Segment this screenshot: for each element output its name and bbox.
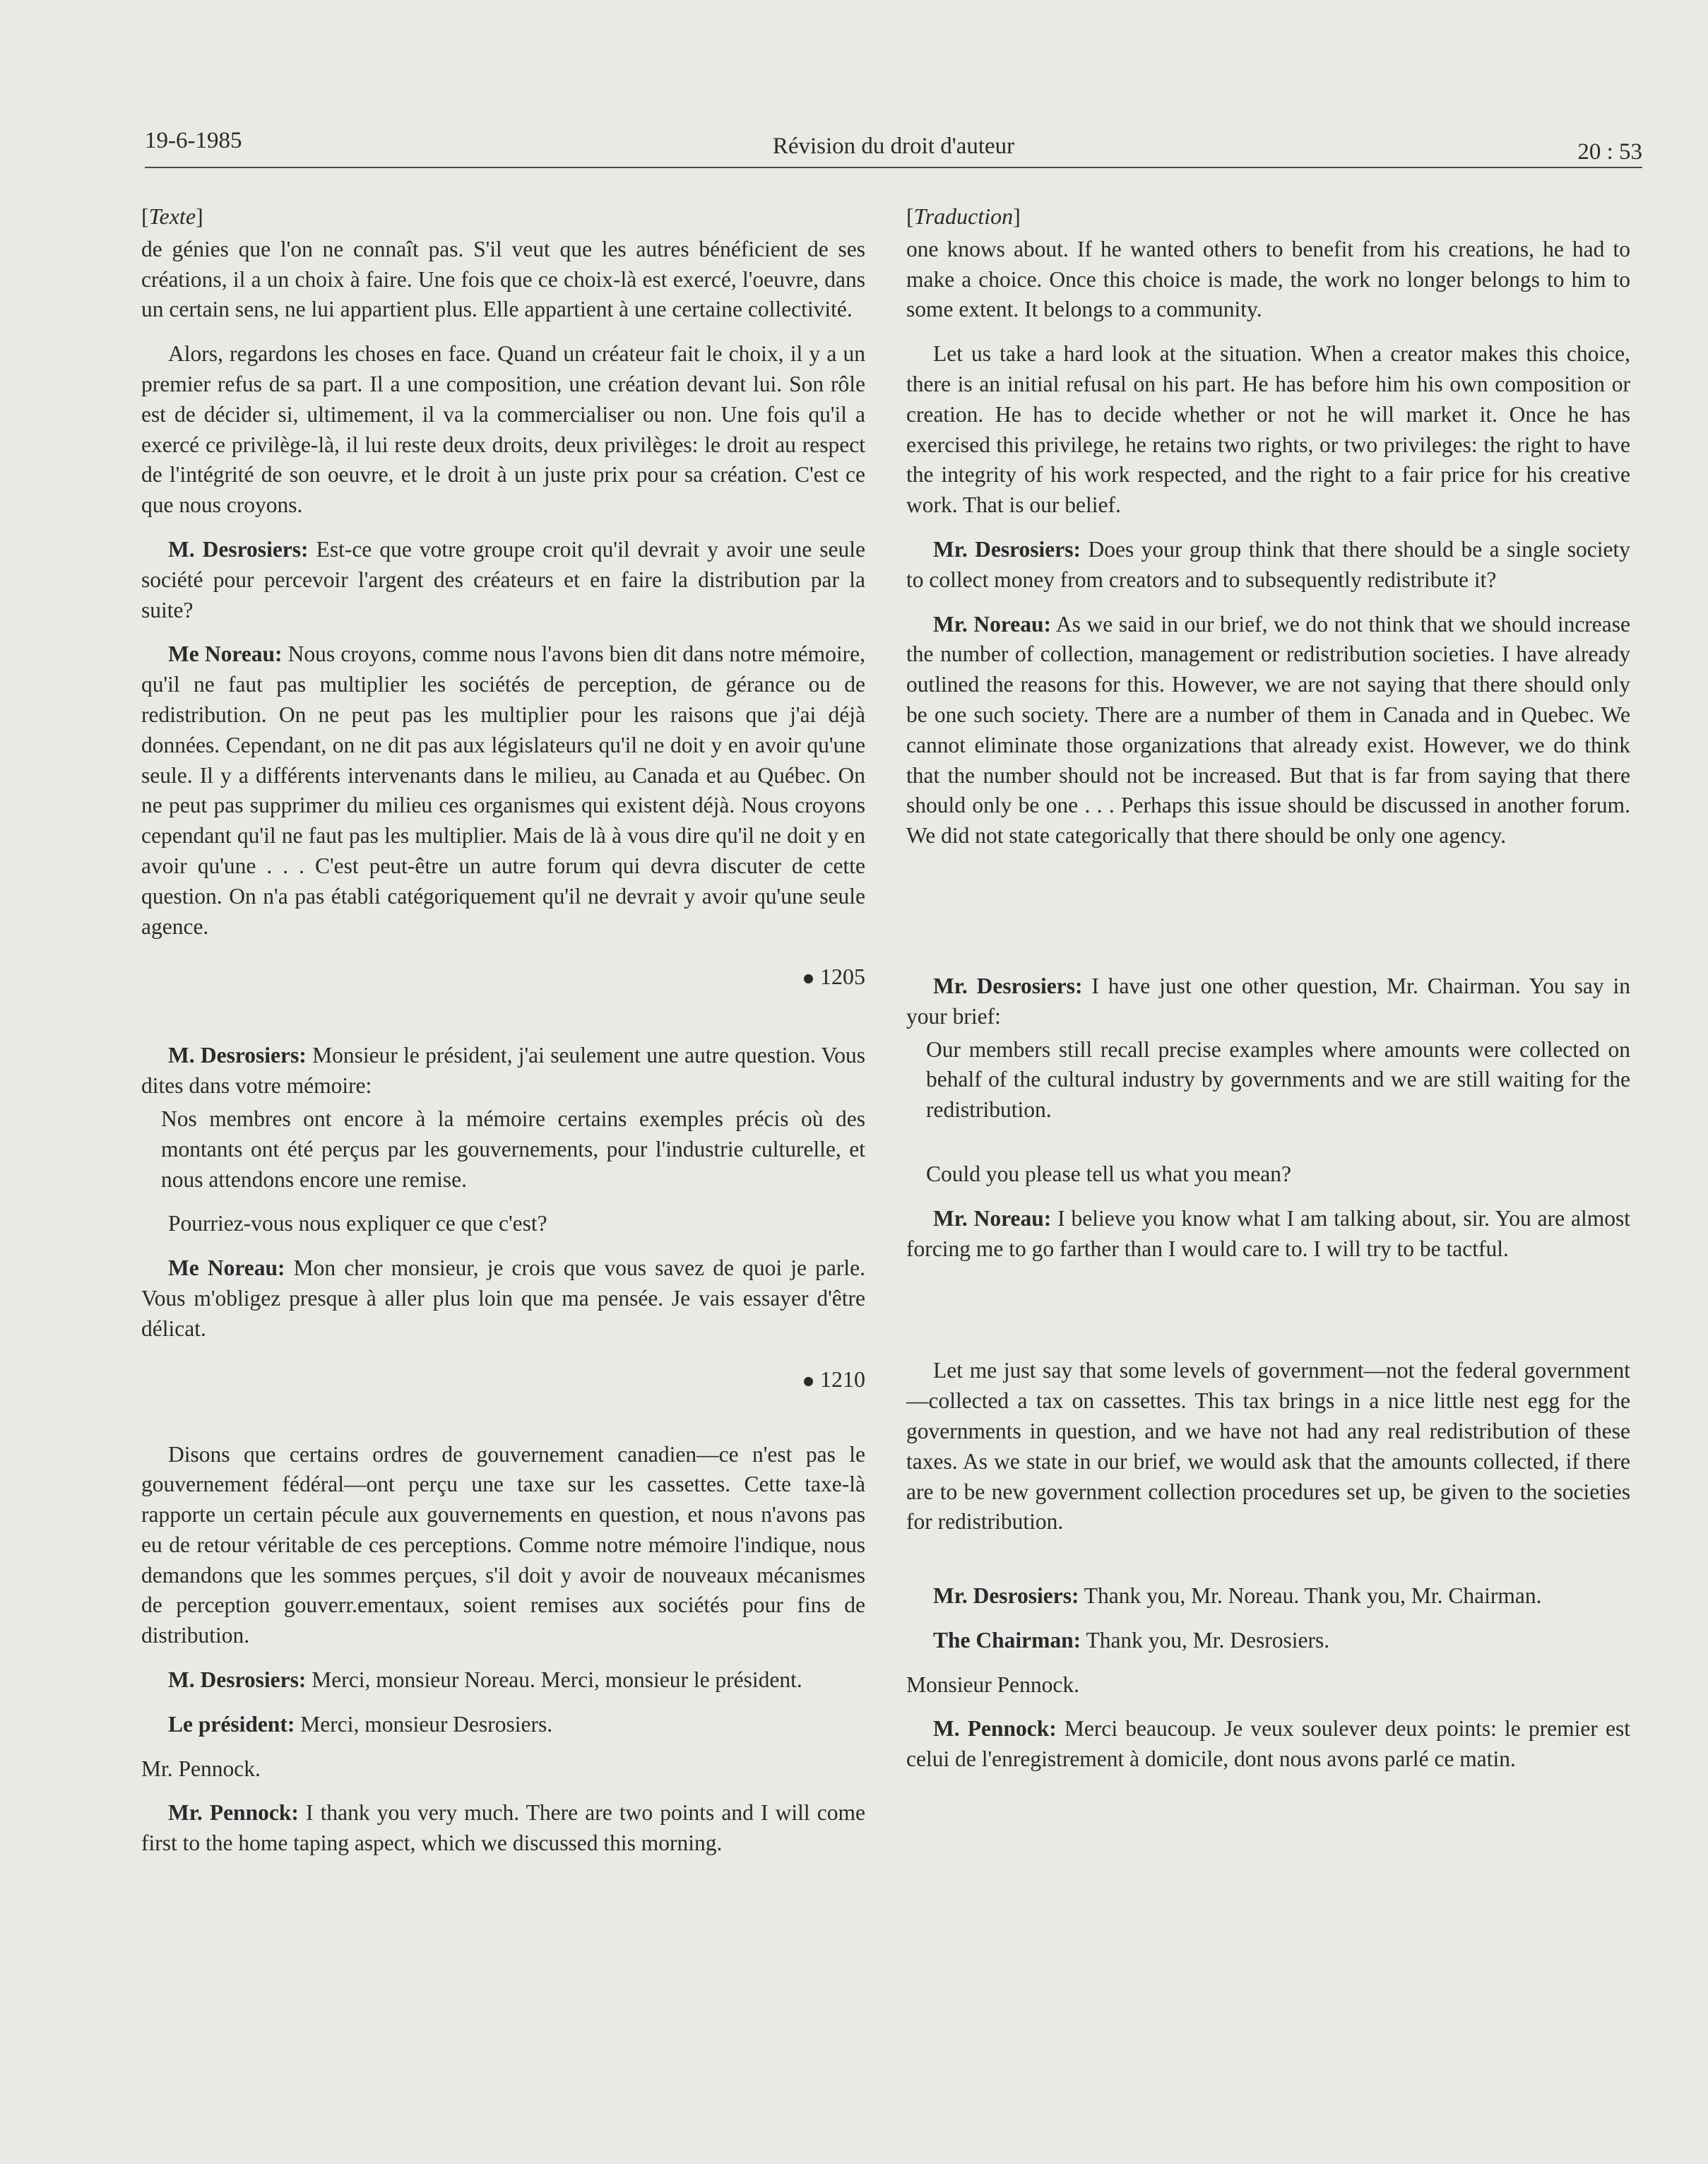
speaker-paragraph: Mr. Desrosiers: I have just one other question, Mr. Chairman. You say in your brief: — [906, 973, 1630, 1029]
speaker-name: Mr. Desrosiers: — [933, 536, 1081, 562]
paragraph: Let us take a hard look at the situation. When a creator makes this choice, there is an initial refusal on his part. He has before him his own composition or creation. He has to decide whether or not he will market it. Once he has exercised this privilege, he retains two rights, or two privileges: the right to have the integrity of his work respected, and the right to a fair price for his creative work. That is our belief. — [906, 341, 1630, 518]
speaker-name: Le président: — [168, 1711, 295, 1737]
spacer — [906, 1125, 1630, 1157]
header-date: 19-6-1985 — [145, 128, 242, 153]
header-rule — [145, 167, 1642, 168]
speaker-paragraph: M. Desrosiers: Merci, monsieur Noreau. Merci, monsieur le président. — [168, 1667, 802, 1693]
speaker-name: Mr. Noreau: — [933, 611, 1051, 637]
speaker-name: Mr. Desrosiers: — [933, 1583, 1079, 1609]
speaker-paragraph: M. Desrosiers: Est-ce que votre groupe croit qu'il devrait y avoir une seule société pour percevoir l'argent des créateurs et en faire la distribution par la suite? — [141, 536, 865, 622]
speaker-name: M. Pennock: — [933, 1716, 1057, 1742]
french-column — [141, 201, 865, 1859]
speaker-paragraph: M. Desrosiers: Monsieur le président, j'ai seulement une autre question. Vous dites dans votre mémoire: — [141, 1043, 865, 1099]
language-label: [Traduction] — [906, 203, 1021, 229]
paragraph: Could you please tell us what you mean? — [926, 1161, 1292, 1186]
block-quote: Nos membres ont encore à la mémoire certains exemples précis où des montants ont été perçus par les gouvernements, pour l'industrie culturelle, et nous attendons encore une remise. — [161, 1106, 865, 1192]
paragraph: one knows about. If he wanted others to benefit from his creations, he had to make a choice. Once this choice is made, the work no longer belongs to him to some extent. It belongs to a community. — [906, 236, 1630, 322]
language-label: [Texte] — [141, 203, 203, 229]
running-header — [145, 124, 1642, 166]
speaker-paragraph: M. Pennock: Merci beaucoup. Je veux soulever deux points: le premier est celui de l'enregistrement à domicile, dont nous avons parlé ce matin. — [906, 1716, 1630, 1772]
speaker-paragraph: The Chairman: Thank you, Mr. Desrosiers. — [933, 1627, 1330, 1652]
time-marker: 1210 — [141, 1364, 865, 1395]
paragraph: Monsieur Pennock. — [906, 1672, 1079, 1697]
speaker-name: M. Desrosiers: — [168, 536, 309, 562]
time-marker-row — [141, 1344, 865, 1426]
paragraph: Mr. Pennock. — [141, 1756, 261, 1781]
speaker-paragraph: Mr. Desrosiers: Does your group think that there should be a single society to collect money from creators and to subsequently redistribute it? — [906, 536, 1630, 592]
paragraph: Alors, regardons les choses en face. Quand un créateur fait le choix, il y a un premier refus de sa part. Il a une composition, une création devant lui. Son rôle est de décider si, ultimement, il va la commercialiser ou non. Une fois qu'il a exercé ce privilège-là, il lui reste deux droits, deux privilèges: le droit au respect de l'intégrité de son oeuvre, et le droit à un juste prix pour sa création. C'est ce que nous croyons. — [141, 341, 865, 518]
paragraph: Pourriez-vous nous expliquer ce que c'est? — [168, 1211, 547, 1236]
header-page-number: 20 : 53 — [1577, 139, 1642, 165]
speaker-paragraph: Me Noreau: Nous croyons, comme nous l'avons bien dit dans notre mémoire, qu'il ne faut pas multiplier les sociétés de perception, de gérance ou de redistribution. On ne peut pas les multiplier pour les raisons que j'ai déjà données. Cependant, on ne dit pas aux législateurs qu'il ne doit y en avoir qu'une seule. Il y a différents intervenants dans le milieu, au Canada et au Québec. On ne peut pas supprimer du milieu ces organismes qui existent déjà. Nous croyons cependant qu'il ne faut pas les multiplier. Mais de là à vous dire qu'il ne doit y en avoir qu'une . . . C'est peut-être un autre forum qui devra discuter de cette question. On n'a pas établi catégoriquement qu'il ne devrait y avoir qu'une seule agence. — [141, 641, 865, 939]
speaker-name: Me Noreau: — [168, 1255, 285, 1281]
speaker-paragraph: Le président: Merci, monsieur Desrosiers. — [168, 1711, 553, 1737]
time-marker: 1205 — [141, 962, 865, 992]
speaker-name: M. Desrosiers: — [168, 1043, 307, 1068]
paragraph: de génies que l'on ne connaît pas. S'il veut que les autres bénéficient de ses créations, il a un choix à faire. Une fois que ce choix-là est exercé, l'oeuvre, dans un certain sens, ne lui appartient plus. Elle appartient à une certaine collectivité. — [141, 236, 865, 322]
speaker-name: Me Noreau: — [168, 641, 283, 667]
speaker-name: Mr. Desrosiers: — [933, 973, 1083, 998]
speaker-name: M. Desrosiers: — [168, 1667, 307, 1693]
time-marker-row — [141, 942, 865, 1027]
paragraph: Let me just say that some levels of government—not the federal government—collected a tax on cassettes. This tax brings in a nice little nest egg for the governments in question, and we have not had any real redistribution of these taxes. As we state in our brief, we would ask that the amounts collected, if there are to be new government collection procedures set up, be given to the societies for redistribution. — [906, 1358, 1630, 1535]
speaker-paragraph: Mr. Noreau: I believe you know what I am talking about, sir. You are almost forcing me to go farther than I would care to. I will try to be tactful. — [906, 1205, 1630, 1261]
spacer — [906, 1264, 1630, 1342]
bullet-icon — [804, 974, 813, 983]
spacer — [906, 851, 1630, 957]
paragraph: Disons que certains ordres de gouvernement canadien—ce n'est pas le gouvernement fédéral—ont perçu une taxe sur les cassettes. Cette taxe-là rapporte un certain pécule aux gouvernements en question, et nous n'avons pas eu de retour véritable de ces perceptions. Comme notre mémoire l'indique, nous demandons que les sommes perçues, s'il doit y avoir de nouveaux mécanismes de perception gouverr.ementaux, soient remises aux sociétés pour fins de distribution. — [141, 1441, 865, 1648]
speaker-name: Mr. Noreau: — [933, 1205, 1052, 1231]
spacer — [906, 1537, 1630, 1567]
speaker-name: The Chairman: — [933, 1627, 1081, 1652]
speaker-name: Mr. Pennock: — [168, 1800, 299, 1826]
speaker-paragraph: Mr. Noreau: As we said in our brief, we do not think that we should increase the number of collection, management or redistribution societies. I have already outlined the reasons for this. However, we are not saying that there should only be one such society. There are a number of them in Canada and in Quebec. We cannot eliminate those organizations that already exist. However, we do think that the number should not be increased. But that is far from saying that there should only be one . . . Perhaps this issue should be discussed in another forum. We did not state categorically that there should be only one agency. — [906, 611, 1630, 849]
english-column — [906, 201, 1630, 1775]
block-quote: Our members still recall precise examples where amounts were collected on behalf of the cultural industry by governments and we are still waiting for the redistribution. — [926, 1036, 1630, 1123]
speaker-paragraph: Mr. Desrosiers: Thank you, Mr. Noreau. Thank you, Mr. Chairman. — [933, 1583, 1542, 1609]
bullet-icon — [804, 1377, 813, 1386]
speaker-paragraph: Mr. Pennock: I thank you very much. There are two points and I will come first to the home taping aspect, which we discussed this morning. — [141, 1800, 865, 1856]
header-title: Révision du droit d'auteur — [772, 134, 1015, 159]
speaker-paragraph: Me Noreau: Mon cher monsieur, je crois que vous savez de quoi je parle. Vous m'obligez presque à aller plus loin que ma pensée. Je vais essayer d'être délicat. — [141, 1255, 865, 1341]
